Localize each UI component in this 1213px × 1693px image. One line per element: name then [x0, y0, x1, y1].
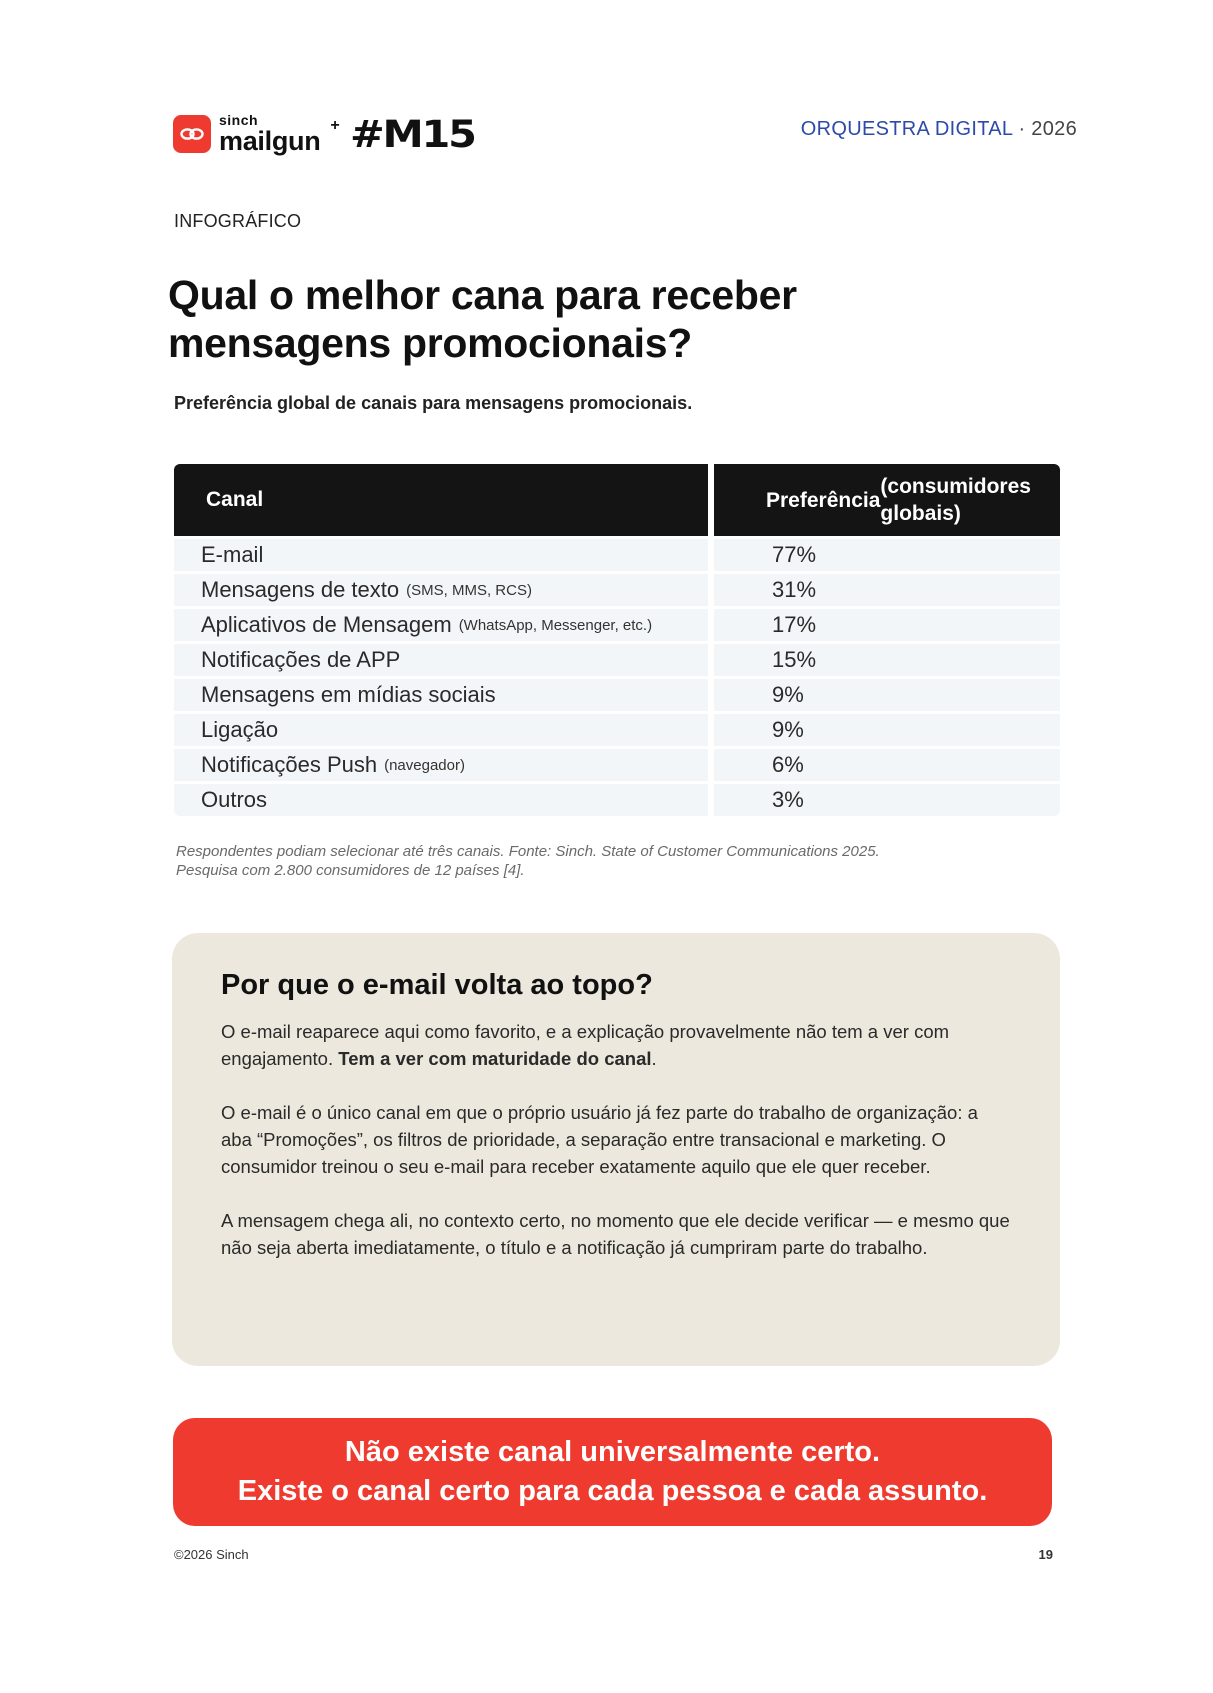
- table-body: [174, 539, 1060, 816]
- box-paragraph-3: A mensagem chega ali, no contexto certo, no momento que ele decide verificar — e mesmo que não seja aberta imediatamente, o título e a notificação já cumpriram parte do trabalho.: [221, 1210, 1010, 1258]
- highlight-banner: [173, 1418, 1052, 1526]
- table-footnote: [176, 842, 976, 880]
- channel-note: (SMS, MMS, RCS): [406, 581, 532, 599]
- copyright: ©2026 Sinch: [174, 1547, 249, 1562]
- table-row: [174, 749, 1060, 781]
- table-header: [174, 464, 1060, 536]
- publication-label: [801, 118, 1077, 141]
- channel-name: Outros: [201, 787, 268, 812]
- channel-cell: [174, 714, 708, 746]
- publication-separator: ·: [1012, 118, 1032, 140]
- percent-cell: 77%: [714, 539, 1060, 571]
- percent-cell: 9%: [714, 714, 1060, 746]
- table-row: [174, 539, 1060, 571]
- page-number: 19: [1038, 1547, 1053, 1562]
- channel-cell: [174, 539, 708, 571]
- box-title: Por que o e-mail volta ao topo?: [221, 969, 653, 1001]
- box-p1-end: .: [651, 1048, 657, 1069]
- channel-name: Mensagens de texto: [201, 577, 400, 602]
- explanation-box: [172, 933, 1060, 1366]
- section-kicker: INFOGRÁFICO: [174, 211, 302, 231]
- channel-name: Mensagens em mídias sociais: [201, 682, 496, 707]
- title-line-1: Qual o melhor cana para receber: [168, 272, 797, 318]
- column-header-preference: [714, 464, 1060, 536]
- percent-cell: 17%: [714, 609, 1060, 641]
- table-row: [174, 714, 1060, 746]
- percent-cell: 15%: [714, 644, 1060, 676]
- column-header-channel: Canal: [174, 464, 708, 536]
- footnote-line-1: Respondentes podiam selecionar até três canais. Fonte: Sinch. State of Customer Communications 2025.: [176, 843, 880, 860]
- sinch-logo-icon: [173, 115, 211, 153]
- channel-cell: [174, 679, 708, 711]
- channel-note: (navegador): [384, 756, 465, 774]
- channel-cell: [174, 784, 708, 816]
- column-header-preference-line2: (consumidores globais): [880, 475, 1031, 525]
- box-paragraph-1: [221, 1018, 1011, 1072]
- brand-plus: +: [330, 117, 340, 134]
- page-subtitle: Preferência global de canais para mensagens promocionais.: [174, 393, 693, 413]
- publication-title: ORQUESTRA DIGITAL: [800, 118, 1013, 140]
- channel-cell: [174, 609, 708, 641]
- box-p1-text: O e-mail reaparece aqui como favorito, e a explicação provavelmente não tem a ver com engajamento.: [221, 1021, 950, 1069]
- preference-table: [174, 464, 1060, 819]
- banner-line-1: Não existe canal universalmente certo.: [344, 1436, 881, 1468]
- brand-small-text: sinch: [219, 112, 259, 128]
- percent-cell: 9%: [714, 679, 1060, 711]
- box-paragraph-2: O e-mail é o único canal em que o próprio usuário já fez parte do trabalho de organização: a aba “Promoções”, os filtros de prioridade, a separação entre transacional e marketing. O consumidor treinou o seu e-mail para receber exatamente aquilo que ele quer receber.: [221, 1102, 978, 1177]
- channel-cell: [174, 749, 708, 781]
- table-row: [174, 679, 1060, 711]
- footnote-line-2: Pesquisa com 2.800 consumidores de 12 países [4].: [176, 862, 525, 879]
- percent-cell: 6%: [714, 749, 1060, 781]
- channel-name: E-mail: [201, 542, 264, 567]
- banner-line-2: Existe o canal certo para cada pessoa e cada assunto.: [237, 1475, 988, 1507]
- channel-name: Notificações de APP: [201, 647, 401, 672]
- channel-cell: [174, 574, 708, 606]
- channel-name: Ligação: [201, 717, 279, 742]
- percent-cell: 3%: [714, 784, 1060, 816]
- brand-lockup: [173, 112, 475, 156]
- channel-name: Aplicativos de Mensagem: [201, 612, 452, 637]
- title-line-2: mensagens promocionais?: [168, 320, 692, 366]
- channel-note: (WhatsApp, Messenger, etc.): [458, 616, 653, 634]
- box-body: [221, 1018, 1011, 1288]
- percent-cell: 31%: [714, 574, 1060, 606]
- box-p1-bold: Tem a ver com maturidade do canal: [338, 1048, 652, 1069]
- table-row: [174, 574, 1060, 606]
- publication-year: 2026: [1031, 118, 1077, 140]
- table-row: [174, 609, 1060, 641]
- channel-name: Notificações Push: [201, 752, 378, 777]
- page-title: [168, 271, 968, 367]
- partner-logo: #M15: [349, 112, 475, 156]
- channel-cell: [174, 644, 708, 676]
- table-row: [174, 644, 1060, 676]
- column-header-preference-line1: Preferência: [766, 488, 881, 512]
- brand-name: mailgun: [219, 126, 321, 156]
- table-row: [174, 784, 1060, 816]
